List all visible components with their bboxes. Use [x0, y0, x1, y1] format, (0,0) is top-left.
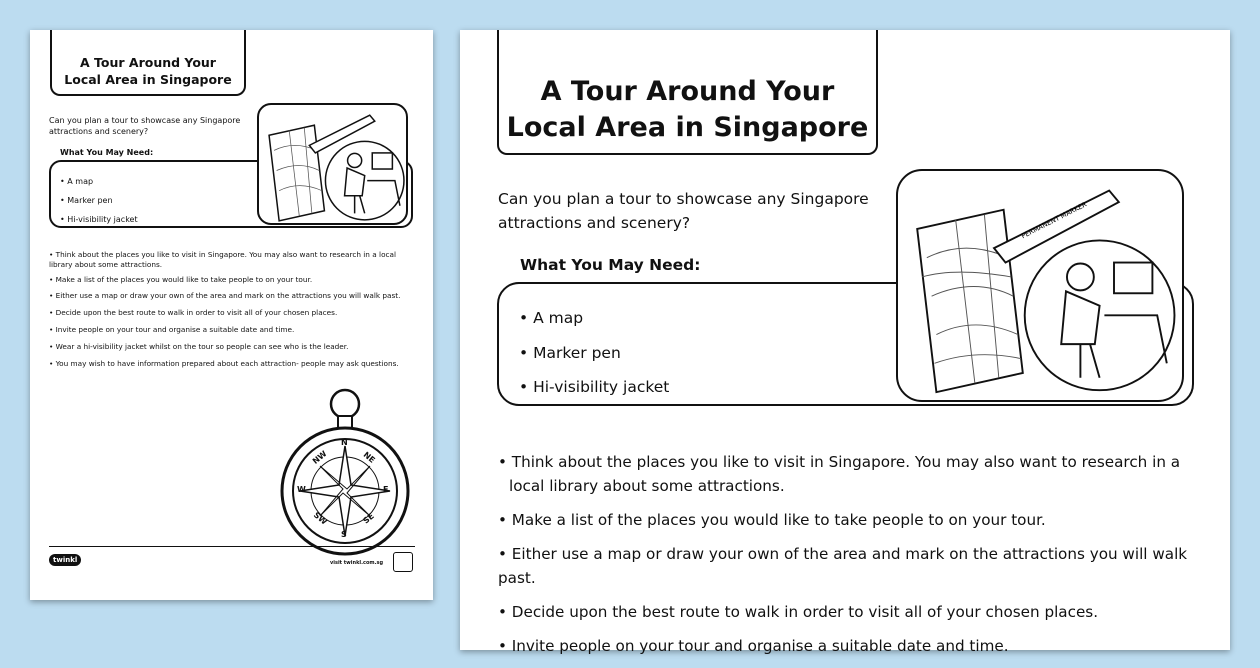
need-item: • A map — [60, 172, 138, 191]
needs-list — [60, 172, 138, 229]
title-line: A Tour Around Your — [540, 76, 835, 107]
worksheet-title — [50, 30, 246, 96]
step-item: • Think about the places you like to visit in Singapore. You may also want to research in a local library about some attractions. — [49, 250, 419, 270]
need-item: • Marker pen — [519, 336, 669, 371]
intro-text: Can you plan a tour to showcase any Singapore attractions and scenery? — [49, 116, 241, 136]
title-line: Local Area in Singapore — [64, 72, 232, 87]
steps-list — [49, 250, 419, 368]
compass-label: SE — [361, 511, 376, 526]
need-item: • A map — [519, 301, 669, 336]
title-line: Local Area in Singapore — [506, 112, 869, 143]
need-heading: What You May Need: — [60, 148, 154, 157]
map-and-person-icon — [259, 105, 408, 225]
step-item: • Make a list of the places you would like to take people to on your tour. — [498, 508, 1208, 532]
need-item: • Marker pen — [60, 191, 138, 210]
compass-labels — [280, 386, 410, 561]
compass-label: NE — [361, 450, 377, 465]
step-item: • Invite people on your tour and organise a suitable date and time. — [498, 634, 1208, 658]
footer-rule — [49, 546, 415, 547]
step-item: • Wear a hi-visibility jacket whilst on the tour so people can see who is the leader. — [49, 342, 419, 352]
worksheet-title — [497, 30, 878, 155]
step-item: • Think about the places you like to visit in Singapore. You may also want to research in a local library about some attractions. — [498, 450, 1208, 498]
steps-list — [498, 450, 1208, 668]
step-item: • Decide upon the best route to walk in order to visit all of your chosen places. — [498, 600, 1208, 624]
step-item: • You may wish to have information prepared about each attraction- people may ask questions. — [49, 359, 419, 369]
twinkl-logo: twinkl — [49, 554, 81, 566]
map-illustration — [896, 169, 1184, 402]
need-item: • Hi-visibility jacket — [60, 210, 138, 229]
compass-label: SW — [311, 510, 329, 527]
compass-label: S — [341, 530, 347, 539]
worksheet-thumbnail[interactable] — [30, 30, 433, 600]
need-item: • Hi-visibility jacket — [519, 370, 669, 405]
need-heading: What You May Need: — [520, 256, 701, 274]
step-item: • Make a list of the places you would like to take people to on your tour. — [49, 275, 419, 285]
pen-label: PERMANENT MARKER — [1020, 200, 1089, 241]
map-illustration — [257, 103, 408, 225]
title-line: A Tour Around Your — [80, 55, 216, 70]
quality-badge-icon — [393, 552, 413, 572]
step-item: • Either use a map or draw your own of the area and mark on the attractions you will walk past. — [49, 291, 419, 301]
step-item: • Invite people on your tour and organise a suitable date and time. — [49, 325, 419, 335]
footer-url: visit twinkl.com.sg — [330, 560, 384, 566]
compass-label: W — [297, 485, 306, 494]
step-item: • Decide upon the best route to walk in order to visit all of your chosen places. — [49, 308, 419, 318]
worksheet-preview[interactable] — [460, 30, 1230, 655]
needs-list — [519, 301, 669, 405]
intro-text: Can you plan a tour to showcase any Singapore attractions and scenery? — [498, 190, 869, 232]
compass-label: N — [341, 438, 348, 447]
map-and-person-icon — [898, 171, 1184, 402]
compass-label: NW — [310, 449, 329, 466]
step-item: • Either use a map or draw your own of the area and mark on the attractions you will walk past. — [498, 542, 1208, 590]
compass-label: E — [383, 485, 389, 494]
